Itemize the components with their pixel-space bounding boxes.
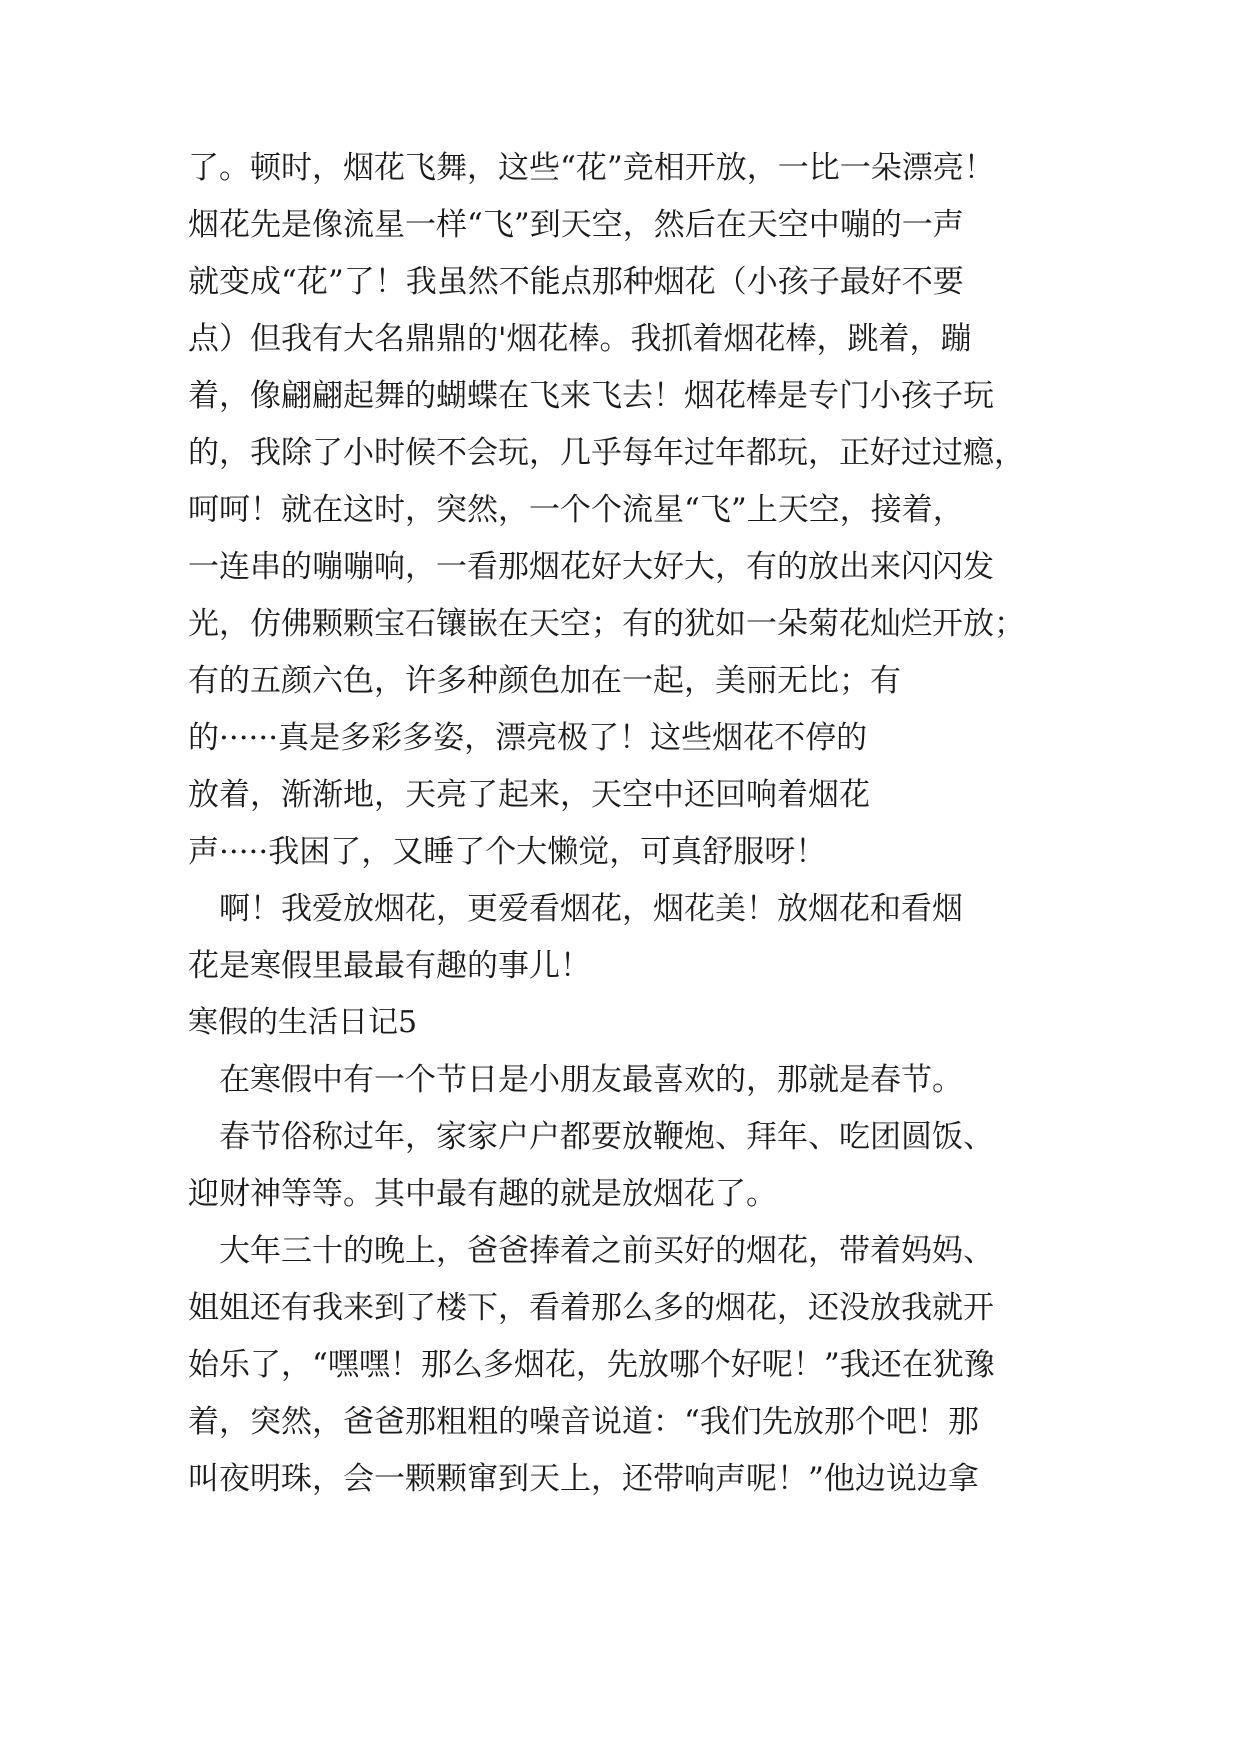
text-line-22: 始乐了，“嘿嘿！那么多烟花，先放哪个好呢！”我还在犹豫 [188, 1347, 995, 1383]
text-line-19: 迎财神等等。其中最有趣的就是放烟花了。 [188, 1176, 777, 1212]
text-line-7: 呵呵！就在这时，突然，一个个流星“飞”上天空，接着， [188, 492, 964, 528]
text-line-15: 花是寒假里最最有趣的事儿！ [188, 948, 591, 984]
text-line-5: 着，像翩翩起舞的蝴蝶在飞来飞去！烟花棒是专门小孩子玩 [188, 378, 994, 414]
text-line-18: 春节俗称过年，家家户户都要放鞭炮、拜年、吃团圆饭、 [188, 1119, 994, 1155]
text-line-13: 声·····我困了，又睡了个大懒觉，可真舒服呀！ [188, 834, 827, 870]
text-line-10: 有的五颜六色，许多种颜色加在一起，美丽无比；有 [188, 663, 901, 699]
text-line-6: 的，我除了小时候不会玩，几乎每年过年都玩，正好过过瘾， [188, 435, 1025, 471]
text-line-23: 着，突然，爸爸那粗粗的噪音说道：“我们先放那个吧！那 [188, 1404, 979, 1440]
text-line-17: 在寒假中有一个节日是小朋友最喜欢的，那就是春节。 [188, 1062, 963, 1098]
text-line-21: 姐姐还有我来到了楼下，看着那么多的烟花，还没放我就开 [188, 1290, 994, 1326]
text-line-4: 点）但我有大名鼎鼎的'烟花棒。我抓着烟花棒，跳着，蹦 [188, 321, 972, 357]
text-line-2: 烟花先是像流星一样“飞”到天空，然后在天空中嘣的一声 [188, 207, 964, 243]
text-line-12: 放着，渐渐地，天亮了起来，天空中还回响着烟花 [188, 777, 870, 813]
text-line-20: 大年三十的晚上，爸爸捧着之前买好的烟花，带着妈妈、 [188, 1233, 994, 1269]
text-line-8: 一连串的嘣嘣响，一看那烟花好大好大，有的放出来闪闪发 [188, 549, 994, 585]
text-line-1: 了。顿时，烟花飞舞，这些“花”竞相开放，一比一朵漂亮！ [188, 150, 995, 186]
text-line-9: 光，仿佛颗颗宝石镶嵌在天空；有的犹如一朵菊花灿烂开放； [188, 606, 1025, 642]
text-line-14: 啊！我爱放烟花，更爱看烟花，烟花美！放烟花和看烟 [188, 891, 963, 927]
text-line-3: 就变成“花”了！我虽然不能点那种烟花（小孩子最好不要 [188, 264, 964, 300]
text-line-24: 叫夜明珠，会一颗颗窜到天上，还带响声呢！”他边说边拿 [188, 1461, 979, 1497]
section-heading: 寒假的生活日记5 [188, 1005, 418, 1040]
text-line-11: 的······真是多彩多姿，漂亮极了！这些烟花不停的 [188, 720, 868, 756]
